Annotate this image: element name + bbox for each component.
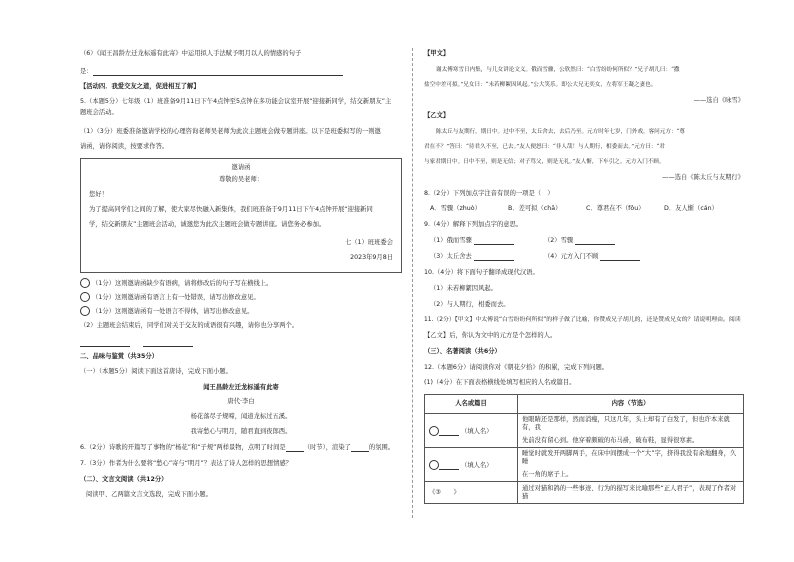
sub-question: （1分）这则邀请函有语言上有一处错误，请写出修改意见。 <box>80 292 260 302</box>
number-circle-icon <box>80 292 90 302</box>
question-text: （1）（3分）班委准备邀请学校的心理咨询老师吴老师为此次主题班会做专题讲座。以下是班委拟写的一则邀 <box>80 128 381 135</box>
number-circle-icon <box>429 426 439 436</box>
invitation-title: 邀请函 <box>231 164 251 171</box>
question-text: 9.（4分）解释下列加点字的意思。 <box>424 221 523 228</box>
question-text: 11.（2分）【甲文】中太傅说“白雪纷纷何所似”的样子做了比喻，你赞成兄子胡儿的，还是赞成兄女的？请说明理由。阅读 <box>424 317 741 323</box>
answer-blank[interactable] <box>286 445 304 452</box>
sub-question: （3）太丘舍去 <box>430 253 514 261</box>
passage-text: 盐空中差可拟。”兄女曰：“未若柳絮因风起。”公大笑乐。即公大兄无奕女，左将军王凝之妻也。 <box>424 82 657 88</box>
answer-blank[interactable] <box>143 340 193 347</box>
question-text: 6.（2分）诗歌的开篇写了事物的“杨花”和“子规”两样景物，点明了时间是 （时节），渲染了 的氛围。 <box>80 444 395 451</box>
sub-question: （1）俄而雪骤 <box>430 237 514 245</box>
table-header: 内容（节选） <box>518 395 744 414</box>
question-text: 12.（本题6分）请阅读你对《朝花夕拾》的积累，完成下列问题。 <box>424 364 609 371</box>
table-cell[interactable]: 《③ 》 <box>425 482 518 504</box>
sub-question: （1分）这则邀请函缺少有语病，请将修改后的句子写在横线上。 <box>80 278 272 288</box>
sub-question: （2）雪骤 <box>544 237 615 245</box>
invitation-salutation: 尊敬的吴老师： <box>218 176 264 183</box>
option-a[interactable]: A．雪骤（zhuò） <box>430 205 481 212</box>
answer-blank[interactable] <box>575 238 615 245</box>
question-text: 7.（3分）作者为什么要将“愁心”寄与“明月”？表达了诗人怎样的思想情感？ <box>80 460 292 467</box>
invitation-body: 学，结交新朋友”主题班会活动，诚邀您为此次主题班会做专题讲座。请您务必参加。 <box>89 221 326 228</box>
poem-line: 我寄愁心与明月，随君直到夜郎西。 <box>190 428 292 435</box>
section-heading: （二）、文言文阅读（共12分） <box>80 476 168 483</box>
sub-question: （4）元方入门不顾 <box>544 253 640 261</box>
activity-heading: 【活动四．我爱交友之道，促进相互了解】 <box>80 83 200 90</box>
question-text: 请函，请你阅读，按要求作答。 <box>80 143 169 150</box>
table-cell: 睡觉时就发开两脚两手，在床中间摆成一个“大”字，挤得我没有余地翻身，久睡 在一角的席子上。 <box>518 448 744 482</box>
answer-line <box>80 339 193 347</box>
section-heading: 二、品味与鉴赏（共35分） <box>80 353 159 360</box>
invitation-greeting: 您好！ <box>89 191 108 198</box>
passage-text: 谢太傅寒雪日内集，与儿女讲论文义。俄而雪骤，公欣然曰：“白雪纷纷何所似？”兄子胡儿曰：“撒 <box>436 67 680 73</box>
option-b[interactable]: B．差可拟（chā） <box>508 205 562 212</box>
passage-text: 君在不？”答曰：“待君久不至，已去。”友人便怒曰：“非人哉！与人期行，相委而去。”元方曰：“君 <box>424 144 665 150</box>
table-cell: 他眼睛还是那样，然而消瘦，只这几年，头上却有了白发了，但也许本来就有，我 先前没有留心到。他穿着颇破的布马褂，破布鞋，显得很寒素。 <box>518 414 744 448</box>
question-text: (1)（4分）在下面表格横线处填写相应的人名或篇目。 <box>424 379 576 386</box>
answer-blank[interactable] <box>439 463 459 470</box>
number-circle-icon <box>429 460 439 470</box>
passage-source: ——选自《陈太丘与友期行》 <box>662 174 744 181</box>
question-text: 8.（2分）下列加点字注音有误的一项是（ ） <box>424 190 554 197</box>
table-row <box>425 482 744 504</box>
answer-blank[interactable] <box>80 340 130 347</box>
number-circle-icon <box>80 306 90 316</box>
poem-title: 闻王昌龄左迁龙标遥有此寄 <box>203 384 279 391</box>
passage-source: ——选自《咏雪》 <box>693 97 744 104</box>
section-heading: （三）、名著阅读（共6分） <box>424 348 501 355</box>
sub-question: （1）未若柳絮因风起。 <box>430 285 497 292</box>
table-row <box>425 414 744 448</box>
answer-blank[interactable] <box>474 254 514 261</box>
table-header-row <box>425 395 744 414</box>
sub-question: （2）与人期行，相委而去。 <box>430 301 510 308</box>
option-c[interactable]: C．尊君在不（fǒu） <box>586 205 645 212</box>
question-text: 10.（4分）将下面句子翻译成现代汉语。 <box>424 269 539 276</box>
table-cell[interactable]: （填人名） <box>425 448 518 482</box>
answer-blank[interactable] <box>93 69 343 76</box>
invitation-signature: 七（1）班班委会 <box>344 239 393 246</box>
passage-label: 【甲文】 <box>424 50 450 57</box>
passage-text: 与家君期日中。日中不至，则是无信；对子骂父，则是无礼。”友人惭，下车引之。元方入门不顾。 <box>424 159 665 165</box>
question-text: （6）《闻王昌龄左迁龙标遥有此寄》中运用拟人手法赋予明月以人的情感的句子 <box>80 50 302 57</box>
invitation-box <box>80 158 402 273</box>
table-row <box>425 448 744 482</box>
answer-blank[interactable] <box>600 254 640 261</box>
invitation-date: 2023年9月8日 <box>350 254 393 261</box>
invitation-body: 为了提高同学们之间的了解，使大家尽快融入新集体，我们班准备于9月11日下午4点钟开展“迎接新同 <box>89 206 373 213</box>
table-cell[interactable]: （填人名） <box>425 414 518 448</box>
option-d[interactable]: D．友人惭（cán） <box>664 205 718 212</box>
poem-line: 杨花落尽子规啼，闻道龙标过五溪。 <box>190 413 292 420</box>
number-circle-icon <box>80 278 90 288</box>
answer-blank[interactable] <box>439 429 459 436</box>
answer-blank[interactable] <box>351 445 369 452</box>
question-text: 5.（本题5分）七年级（1）班准备9月11日下午4点钟至5点钟在多功能会议室开展“迎接新同学，结交新朋友”主 <box>80 98 392 105</box>
sub-question: （1分）这则邀请函有一处语言不得体，请写出修改意见。 <box>80 306 253 316</box>
passage-label: 【乙文】 <box>424 112 450 119</box>
question-text: 题班会活动。 <box>80 109 118 116</box>
question-text: （一）（本题5分）阅读下面这首唐诗，完成下面小题。 <box>80 368 232 375</box>
question-text: 阅读甲、乙两篇文言文选段，完成下面小题。 <box>86 491 212 498</box>
table-cell: 通过对猫和鸽的一些事迹、行为的描写来比喻那些“正人君子”，表现了作者对猫 <box>518 482 744 504</box>
table-header: 人名或篇目 <box>425 395 518 414</box>
answer-blank[interactable] <box>474 238 514 245</box>
reading-table <box>424 394 744 504</box>
question-text: 是： <box>80 68 343 76</box>
question-text: 【乙文】后，你认为文中的元方是个怎样的人。 <box>424 332 557 339</box>
poem-author: 唐代·李白 <box>227 398 255 405</box>
question-text: （2）主题班会结束后，同学们对关于交友的成语很有兴趣，请你也分享两个。 <box>80 322 299 329</box>
column-divider <box>412 48 413 518</box>
passage-text: 陈太丘与友期行，期日中。过中不至，太丘舍去，去后乃至。元方时年七岁，门外戏。客问元方：“尊 <box>436 129 685 135</box>
